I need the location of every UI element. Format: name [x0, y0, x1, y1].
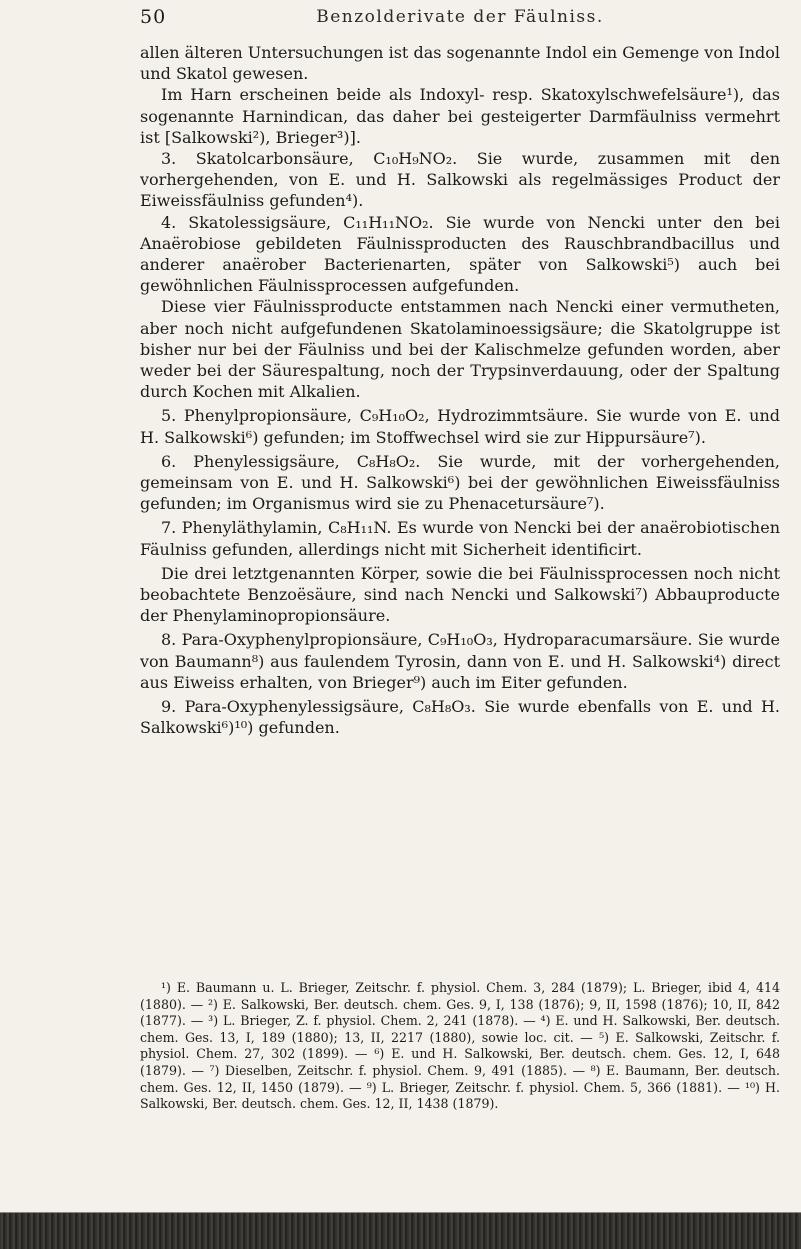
paragraph-nencki: Diese vier Fäulnissproducte entstammen nach Nencki einer vermutheten, aber noch nicht aufgefundenen Skatolaminoessigsäure; die Skatolgruppe ist bisher nur bei der Fäulniss und bei der Kalischmelze gefunden worden, aber weder bei der Säurespaltung, noch der Trypsinverdauung, oder der Spaltung durch Kochen mit Alkalien.: [140, 297, 780, 402]
paragraph-item-6: 6. Phenylessigsäure, C₈H₈O₂. Sie wurde, mit der vorhergehenden, gemeinsam von E. und H. Salkowski⁶) bei der gewöhnlichen Eiweissfäulniss gefunden; im Organismus wird sie zu Phenacetursäure⁷).: [140, 451, 780, 514]
paragraph-abbau: Die drei letztgenannten Körper, sowie die bei Fäulnissprocessen noch nicht beobachtete Benzoësäure, sind nach Nencki und Salkowski⁷) Abbauproducte der Phenylaminopropionsäure.: [140, 563, 780, 626]
footnote-block: ¹) E. Baumann u. L. Brieger, Zeitschr. f. physiol. Chem. 3, 284 (1879); L. Brieger, ibid 4, 414 (1880). — ²) E. Salkowski, Ber. deutsch. chem. Ges. 9, I, 138 (1876); 9, II, 1598 (1876); 10, II, 842 (1877). — ³) L. Brieger, Z. f. physiol. Chem. 2, 241 (1878). — ⁴) E. und H. Salkowski, Ber. deutsch. chem. Ges. 13, I, 189 (1880); 13, II, 2217 (1880), sowie loc. cit. — ⁵) E. Salkowski, Zeitschr. f. physiol. Chem. 27, 302 (1899). — ⁶) E. und H. Salkowski, Ber. deutsch. chem. Ges. 12, I, 648 (1879). — ⁷) Dieselben, Zeitschr. f. physiol. Chem. 9, 491 (1885). — ⁸) E. Baumann, Ber. deutsch. chem. Ges. 12, II, 1450 (1879). — ⁹) L. Brieger, Zeitschr. f. physiol. Chem. 5, 366 (1881). — ¹⁰) H. Salkowski, Ber. deutsch. chem. Ges. 12, II, 1438 (1879).: [140, 980, 780, 1112]
running-title: Benzolderivate der Fäulniss.: [316, 7, 604, 27]
paragraph-item-5: 5. Phenylpropionsäure, C₉H₁₀O₂, Hydrozimmtsäure. Sie wurde von E. und H. Salkowski⁶) gefunden; im Stoffwechsel wird sie zur Hippursäure⁷).: [140, 406, 780, 447]
page-number: 50: [140, 6, 167, 28]
paragraph-continuation: allen älteren Untersuchungen ist das sogenannte Indol ein Gemenge von Indol und Skatol gewesen.: [140, 43, 780, 84]
paragraph-item-7: 7. Phenyläthylamin, C₈H₁₁N. Es wurde von Nencki bei der anaërobiotischen Fäulniss gefunden, allerdings nicht mit Sicherheit identificirt.: [140, 518, 780, 559]
paragraph-item-8: 8. Para-Oxyphenylpropionsäure, C₉H₁₀O₃, Hydroparacumarsäure. Sie wurde von Baumann⁸) aus faulendem Tyrosin, dann von E. und H. Salkowski⁴) direct aus Eiweiss erhalten, von Brieger⁹) auch im Eiter gefunden.: [140, 630, 780, 692]
paragraph-item-3: 3. Skatolcarbonsäure, C₁₀H₉NO₂. Sie wurde, zusammen mit den vorhergehenden, von E. und H. Salkowski als regelmässiges Product der Eiweissfäulniss gefunden⁴).: [140, 149, 780, 211]
paragraph-item-4: 4. Skatolessigsäure, C₁₁H₁₁NO₂. Sie wurde von Nencki unter den bei Anaërobiose gebildeten Fäulnissproducten des Rauschbrandbacillus und anderer anaërober Bacterienarten, später von Salkowski⁵) auch bei gewöhnlichen Fäulnissprocessen aufgefunden.: [140, 212, 780, 296]
paragraph-harn: Im Harn erscheinen beide als Indoxyl- resp. Skatoxylschwefelsäure¹), das sogenannte Harnindican, das daher bei gesteigerter Darmfäulniss vermehrt ist [Salkowski²), Brieger³)].: [140, 85, 780, 147]
footnotes: [140, 980, 780, 1113]
main-text: [140, 42, 780, 739]
paragraph-item-9: 9. Para-Oxyphenylessigsäure, C₈H₈O₃. Sie wurde ebenfalls von E. und H. Salkowski⁶)¹⁰) gefunden.: [140, 697, 780, 738]
page-header: [140, 6, 780, 36]
scan-edge-band: [0, 1212, 801, 1249]
